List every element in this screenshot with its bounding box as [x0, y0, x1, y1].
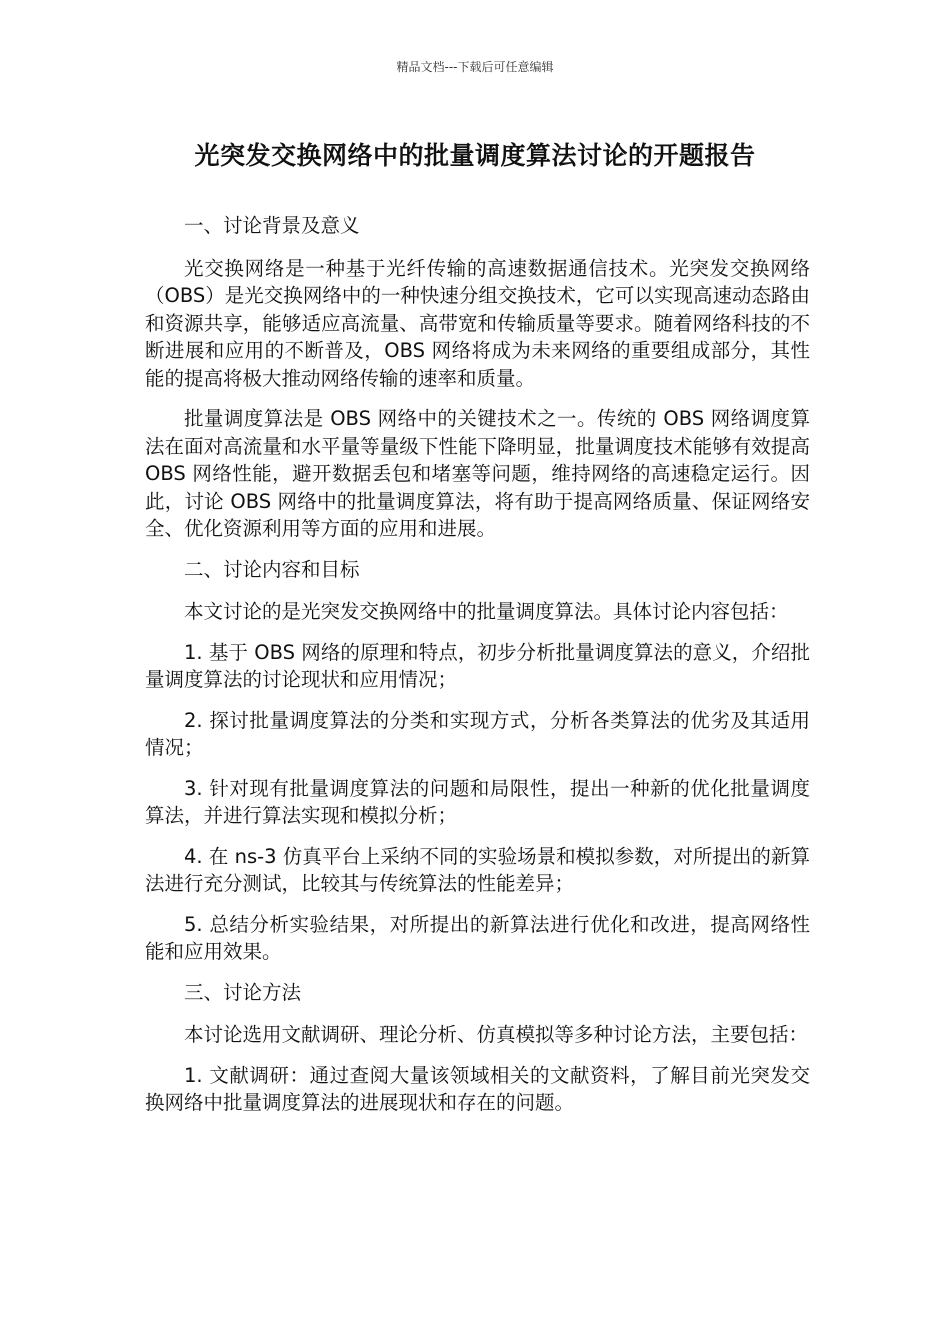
document-title: 光突发交换网络中的批量调度算法讨论的开题报告 [194, 141, 756, 170]
list-item: 3. 针对现有批量调度算法的问题和局限性，提出一种新的优化批量调度算法，并进行算法实现和模拟分析； [145, 776, 810, 827]
list-item: 4. 在 ns-3 仿真平台上采纳不同的实验场景和模拟参数，对所提出的新算法进行充分测试，比较其与传统算法的性能差异； [145, 844, 810, 895]
list-item: 1. 基于 OBS 网络的原理和特点，初步分析批量调度算法的意义，介绍批量调度算法的讨论现状和应用情况； [145, 640, 810, 691]
section-heading-method: 三、讨论方法 [184, 980, 302, 1004]
page-header: 精品文档---下载后可任意编辑 [396, 60, 554, 74]
list-item: 2. 探讨批量调度算法的分类和实现方式，分析各类算法的优劣及其适用情况； [145, 708, 810, 759]
paragraph: 本讨论选用文献调研、理论分析、仿真模拟等多种讨论方法，主要包括： [184, 1023, 809, 1046]
paragraph: 光交换网络是一种基于光纤传输的高速数据通信技术。光突发交换网络（OBS）是光交换网络中的一种快速分组交换技术，它可以实现高速动态路由和资源共享，能够适应高流量、高带宽和传输质量等要求。随着网络科技的不断进展和应用的不断普及，OBS 网络将成为未来网络的重要组成部分，其性能的提高将极大推动网络传输的速率和质量。 [145, 256, 810, 390]
paragraph: 批量调度算法是 OBS 网络中的关键技术之一。传统的 OBS 网络调度算法在面对高流量和水平量等量级下性能下降明显，批量调度技术能够有效提高 OBS 网络性能，避开数据丢包和堵塞等问题，维持网络的高速稳定运行。因此，讨论 OBS 网络中的批量调度算法，将有助于提高网络质量、保证网络安全、优化资源利用等方面的应用和进展。 [145, 407, 810, 540]
list-item: 5. 总结分析实验结果，对所提出的新算法进行优化和改进，提高网络性能和应用效果。 [145, 912, 810, 963]
document-body [145, 212, 810, 1130]
list-item: 1. 文献调研：通过查阅大量该领域相关的文献资料，了解目前光突发交换网络中批量调度算法的进展现状和存在的问题。 [145, 1063, 810, 1114]
paragraph: 本文讨论的是光突发交换网络中的批量调度算法。具体讨论内容包括： [184, 600, 789, 623]
section-heading-content: 二、讨论内容和目标 [184, 557, 360, 581]
section-heading-background: 一、讨论背景及意义 [184, 214, 360, 237]
